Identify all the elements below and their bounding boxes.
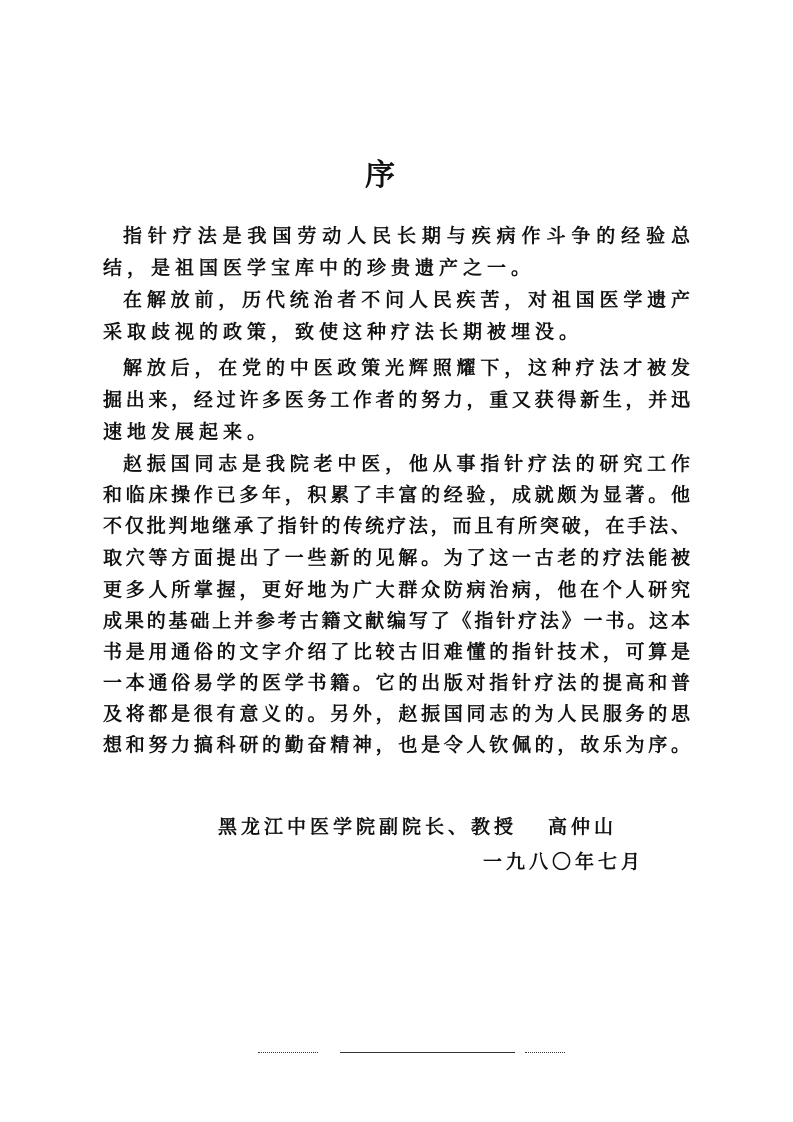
scan-artifact-line (525, 1052, 565, 1054)
scan-artifact-line (340, 1052, 515, 1054)
text-line: 指针疗法是我国劳动人民长期与疾病作斗争的经验总 (123, 225, 690, 247)
text-line: 结，是祖国医学宝库中的珍贵遗产之一。 (103, 257, 536, 279)
text-line: 掘出来，经过许多医务工作者的努力，重又获得新生，并迅 (103, 389, 690, 411)
text-line: 及将都是很有意义的。另外，赵振国同志的为人民服务的思 (103, 703, 690, 725)
signature-name: 高仲山 (548, 816, 618, 838)
scan-artifact-line (258, 1052, 318, 1054)
text-line: 采取歧视的政策，致使这种疗法长期被埋没。 (103, 321, 584, 343)
text-line: 书是用通俗的文字介绍了比较古旧难懂的指针技术，可算是 (103, 641, 690, 663)
text-line: 赵振国同志是我院老中医，他从事指针疗法的研究工作 (123, 453, 690, 475)
text-line: 不仅批判地继承了指针的传统疗法，而且有所突破，在手法、 (103, 515, 690, 537)
text-line: 解放后，在党的中医政策光辉照耀下，这种疗法才被发 (123, 357, 690, 379)
text-line: 在解放前，历代统治者不问人民疾苦，对祖国医学遗产 (123, 289, 690, 311)
text-line: 想和努力搞科研的勤奋精神，也是令人钦佩的，故乐为序。 (103, 734, 690, 756)
text-line: 和临床操作已多年，积累了丰富的经验，成就颇为显著。他 (103, 484, 690, 506)
signature-affiliation: 黑龙江中医学院副院长、教授 (218, 816, 518, 838)
text-line: 取穴等方面提出了一些新的见解。为了这一古老的疗法能被 (103, 547, 690, 569)
text-line: 更多人所掌握，更好地为广大群众防病治病，他在个人研究 (103, 579, 690, 601)
text-line: 一本通俗易学的医学书籍。它的出版对指针疗法的提高和普 (103, 672, 690, 694)
signature-date: 一九八〇年七月 (483, 851, 645, 873)
text-line: 速地发展起来。 (103, 421, 272, 443)
text-line: 成果的基础上并参考古籍文献编写了《指针疗法》一书。这本 (103, 610, 690, 632)
page-title: 序 (365, 158, 395, 193)
